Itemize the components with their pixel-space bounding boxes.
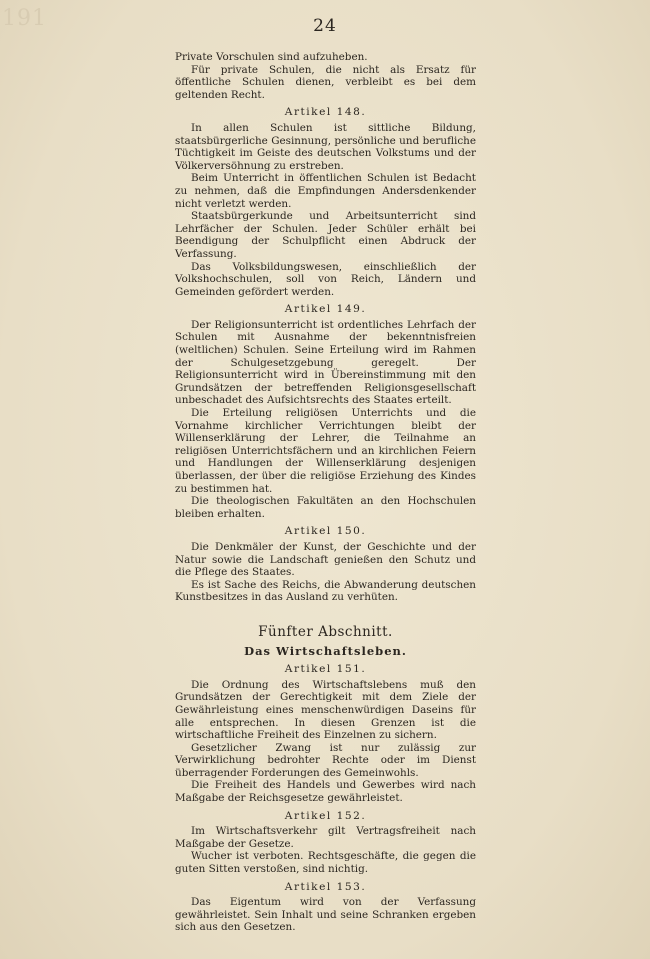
paragraph: Private Vorschulen sind aufzuheben. — [175, 51, 368, 63]
paragraph: Im Wirtschaftsverkehr gilt Vertragsfreiheit nach Maßgabe der Gesetze. — [175, 825, 476, 850]
article-heading: Artikel 151. — [284, 663, 367, 676]
article-heading: Artikel 149. — [284, 303, 367, 316]
paragraph: Gesetzlicher Zwang ist nur zulässig zur Verwirklichung bedrohter Rechte oder im Dienst überragender Forderungen des Gemeinwohls. — [175, 741, 476, 779]
paragraph: Die Ordnung des Wirtschaftslebens muß den Grundsätzen der Gerechtigkeit mit dem Ziele der Gewährleistung eines menschenwürdigen Daseins für alle entsprechen. In diesen Grenzen ist die wirtschaftliche Freiheit des Einzelnen zu sichern. — [175, 678, 476, 742]
paragraph: Wucher ist verboten. Rechtsgeschäfte, die gegen die guten Sitten verstoßen, sind nichtig. — [175, 850, 476, 876]
paragraph: Beim Unterricht in öffentlichen Schulen ist Bedacht zu nehmen, daß die Empfindungen Andersdenkender nicht verletzt werden. — [175, 172, 476, 210]
paragraph: Für private Schulen, die nicht als Ersatz für öffentliche Schulen dienen, verbleibt es bei dem geltenden Recht. — [175, 63, 476, 101]
paragraph: Staatsbürgerkunde und Arbeitsunterricht sind Lehrfächer der Schulen. Jeder Schüler erhält bei Beendigung der Schulpflicht einen Abdruck der Verfassung. — [175, 210, 476, 260]
section-title: Fünfter Abschnitt. — [258, 623, 393, 640]
paragraph: Das Eigentum wird von der Verfassung gewährleistet. Sein Inhalt und seine Schranken ergeben sich aus den Gesetzen. — [175, 896, 476, 934]
paragraph: Der Religionsunterricht ist ordentliches Lehrfach der Schulen mit Ausnahme der bekenntnisfreien (weltlichen) Schulen. Seine Erteilung wird im Rahmen der Schulgesetzgebung geregelt. Der Religionsunterricht wird in Übereinstimmung mit den Grundsätzen der betreffenden Religionsgesellschaft unbeschadet des Aufsichtsrechts des Staates erteilt. — [175, 318, 476, 407]
section-subtitle: Das Wirtschaftsleben. — [244, 643, 407, 658]
paragraph: In allen Schulen ist sittliche Bildung, staatsbürgerliche Gesinnung, persönliche und berufliche Tüchtigkeit im Geiste des deutschen Volkstums und der Völkerversöhnung zu erstreben. — [175, 121, 476, 172]
article-heading: Artikel 153. — [284, 880, 367, 893]
paragraph: Die Denkmäler der Kunst, der Geschichte und der Natur sowie die Landschaft genießen den Schutz und die Pflege des Staates. — [175, 540, 476, 579]
article-heading: Artikel 150. — [284, 525, 367, 538]
paragraph: Die theologischen Fakultäten an den Hochschulen bleiben erhalten. — [175, 495, 476, 520]
page-number: 24 — [313, 16, 337, 36]
paragraph: Die Freiheit des Handels und Gewerbes wird nach Maßgabe der Reichsgesetze gewährleistet. — [175, 779, 476, 805]
corner-mark: 191 — [2, 6, 47, 31]
paragraph: Es ist Sache des Reichs, die Abwanderung deutschen Kunstbesitzes in das Ausland zu verhüten. — [175, 578, 476, 604]
paragraph: Die Erteilung religiösen Unterrichts und die Vornahme kirchlicher Verrichtungen bleibt der Willenserklärung der Lehrer, die Teilnahme an religiösen Unterrichtsfächern und an kirchlichen Feiern und Handlungen der Willenserklärung desjenigen überlassen, der über die religiöse Erziehung des Kindes zu bestimmen hat. — [175, 407, 476, 495]
text-column — [175, 51, 476, 934]
paragraph: Das Volksbildungswesen, einschließlich der Volkshochschulen, soll von Reich, Ländern und Gemeinden gefördert werden. — [175, 260, 476, 298]
article-heading: Artikel 152. — [284, 809, 367, 822]
article-heading: Artikel 148. — [284, 106, 367, 119]
